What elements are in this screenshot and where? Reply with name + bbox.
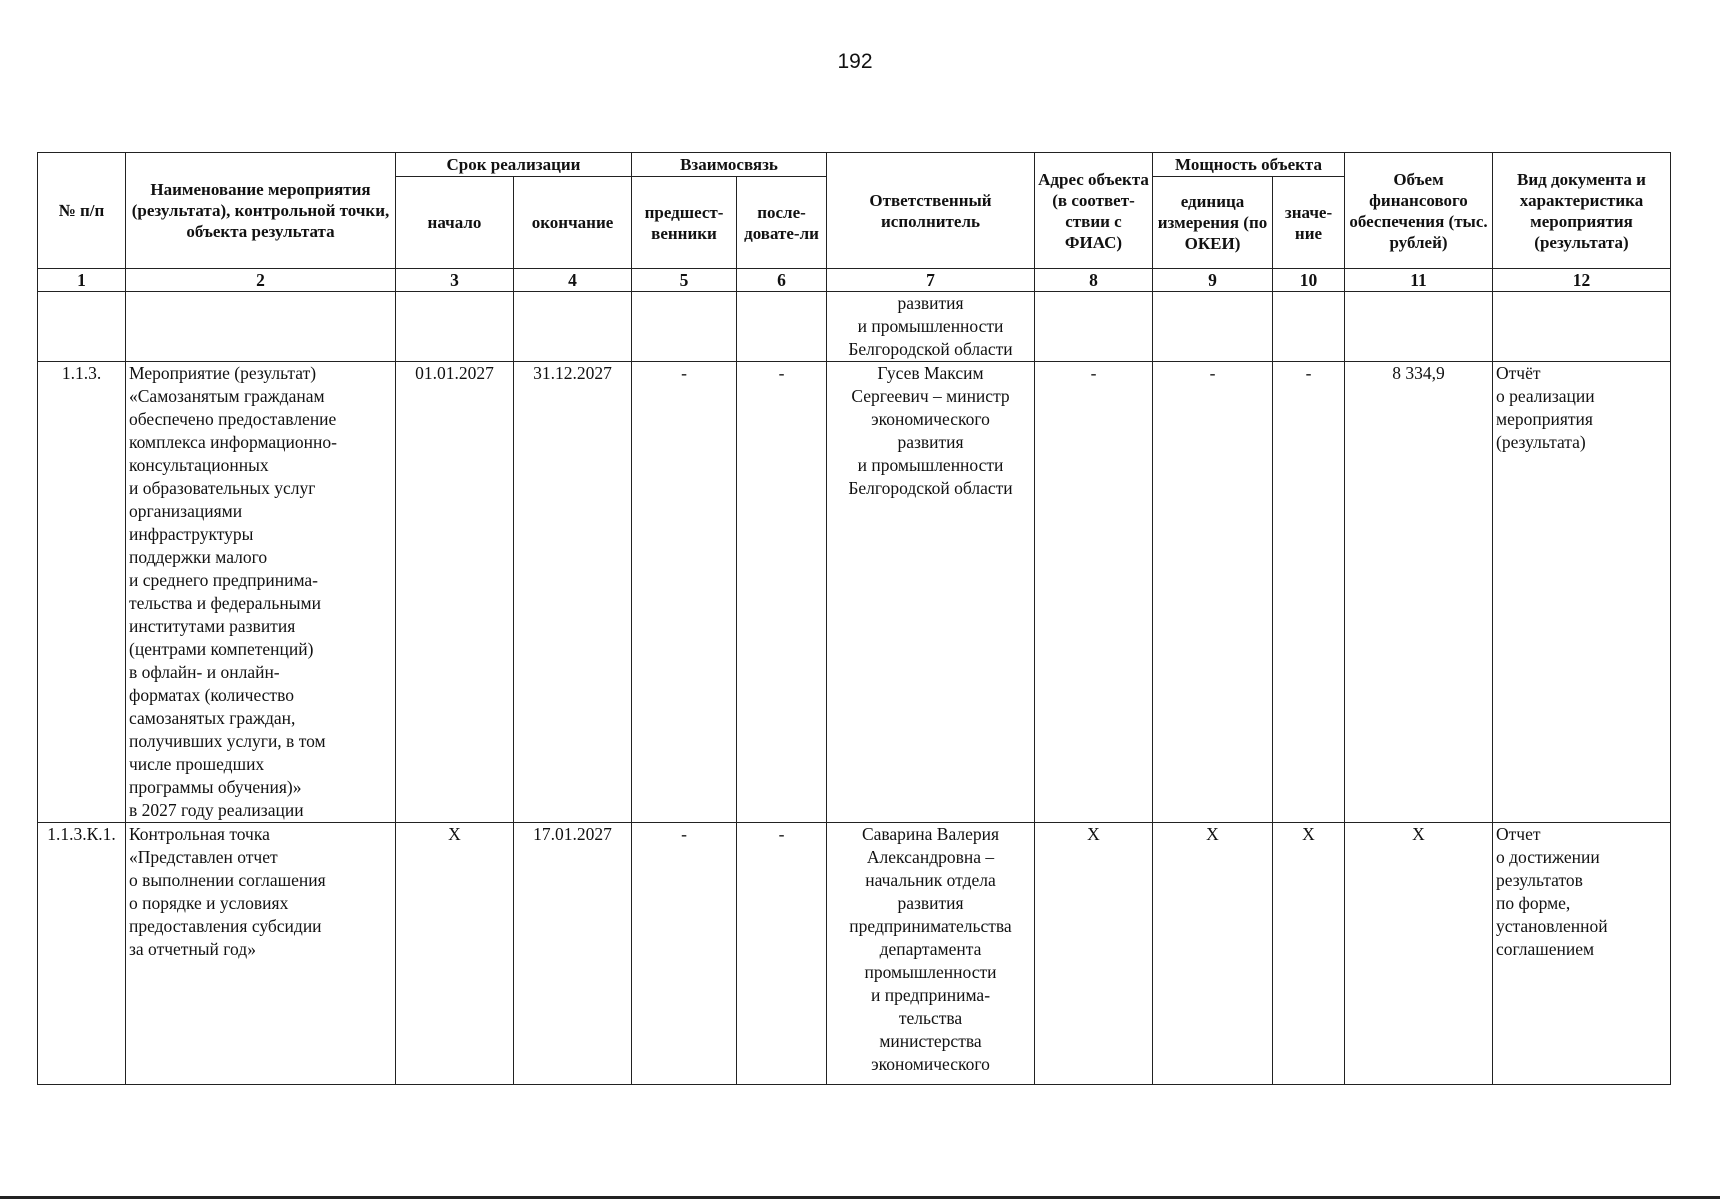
row-doc xyxy=(1493,292,1671,362)
column-number: 11 xyxy=(1345,269,1493,292)
row-value: - xyxy=(1273,362,1345,823)
row-responsible: Саварина Валерия Александровна – начальник отдела развития предпринимательства департамента промышленности и предпринима- тельства министерства экономического xyxy=(827,823,1035,1085)
table-row xyxy=(38,292,1671,362)
row-name: Мероприятие (результат) «Самозанятым гражданам обеспечено предоставление комплекса информационно- консультационных и образовательных услуг организациями инфраструктуры поддержки малого и среднего предпринима- тельства и федеральными институтами развития (центрами компетенций) в офлайн- и онлайн- форматах (количество самозанятых граждан, получивших услуги, в том числе прошедших программы обучения)» в 2027 году реализации xyxy=(126,362,396,823)
header-start: начало xyxy=(396,177,514,269)
column-number: 9 xyxy=(1153,269,1273,292)
row-end: 31.12.2027 xyxy=(514,362,632,823)
row-start: 01.01.2027 xyxy=(396,362,514,823)
column-number: 8 xyxy=(1035,269,1153,292)
header-successors: после-довате-ли xyxy=(737,177,827,269)
column-number: 3 xyxy=(396,269,514,292)
header-predecessors: предшест-венники xyxy=(632,177,737,269)
row-successors xyxy=(737,292,827,362)
header-responsible: Ответственный исполнитель xyxy=(827,153,1035,269)
row-num: 1.1.3. xyxy=(38,362,126,823)
row-successors: - xyxy=(737,823,827,1085)
row-end: 17.01.2027 xyxy=(514,823,632,1085)
row-address: Х xyxy=(1035,823,1153,1085)
row-funding: 8 334,9 xyxy=(1345,362,1493,823)
row-num xyxy=(38,292,126,362)
row-name: Контрольная точка «Представлен отчет о выполнении соглашения о порядке и условиях предоставления субсидии за отчетный год» xyxy=(126,823,396,1085)
row-address: - xyxy=(1035,362,1153,823)
row-responsible: Гусев Максим Сергеевич – министр экономического развития и промышленности Белгородской области xyxy=(827,362,1035,823)
column-number-row xyxy=(38,269,1671,292)
column-number: 7 xyxy=(827,269,1035,292)
row-unit xyxy=(1153,292,1273,362)
row-name xyxy=(126,292,396,362)
row-start: Х xyxy=(396,823,514,1085)
row-predecessors xyxy=(632,292,737,362)
column-number: 10 xyxy=(1273,269,1345,292)
header-address: Адрес объекта (в соответ-ствии с ФИАС) xyxy=(1035,153,1153,269)
row-responsible: развития и промышленности Белгородской области xyxy=(827,292,1035,362)
row-doc: Отчет о достижении результатов по форме, установленной соглашением xyxy=(1493,823,1671,1085)
page-number: 192 xyxy=(837,50,873,73)
row-predecessors: - xyxy=(632,823,737,1085)
header-doc-type: Вид документа и характеристика мероприятия (результата) xyxy=(1493,153,1671,269)
header-relation: Взаимосвязь xyxy=(632,153,827,177)
plan-table xyxy=(37,152,1671,1085)
header-name: Наименование мероприятия (результата), контрольной точки, объекта результата xyxy=(126,153,396,269)
table-row xyxy=(38,823,1671,1085)
row-unit: - xyxy=(1153,362,1273,823)
row-unit: Х xyxy=(1153,823,1273,1085)
row-doc: Отчёт о реализации мероприятия (результата) xyxy=(1493,362,1671,823)
table-header xyxy=(38,153,1671,269)
row-address xyxy=(1035,292,1153,362)
row-start xyxy=(396,292,514,362)
column-number: 12 xyxy=(1493,269,1671,292)
row-successors: - xyxy=(737,362,827,823)
table-row xyxy=(38,362,1671,823)
header-capacity: Мощность объекта xyxy=(1153,153,1345,177)
column-number: 2 xyxy=(126,269,396,292)
column-number: 4 xyxy=(514,269,632,292)
header-num: № п/п xyxy=(38,153,126,269)
column-number: 6 xyxy=(737,269,827,292)
header-funding: Объем финансового обеспечения (тыс. рублей) xyxy=(1345,153,1493,269)
row-end xyxy=(514,292,632,362)
header-period: Срок реализации xyxy=(396,153,632,177)
header-end: окончание xyxy=(514,177,632,269)
header-unit: единица измерения (по ОКЕИ) xyxy=(1153,177,1273,269)
row-value xyxy=(1273,292,1345,362)
column-number: 1 xyxy=(38,269,126,292)
row-num: 1.1.3.К.1. xyxy=(38,823,126,1085)
row-funding xyxy=(1345,292,1493,362)
row-value: Х xyxy=(1273,823,1345,1085)
header-value: значе-ние xyxy=(1273,177,1345,269)
page-bottom-rule xyxy=(0,1196,1720,1199)
column-number: 5 xyxy=(632,269,737,292)
row-funding: Х xyxy=(1345,823,1493,1085)
row-predecessors: - xyxy=(632,362,737,823)
